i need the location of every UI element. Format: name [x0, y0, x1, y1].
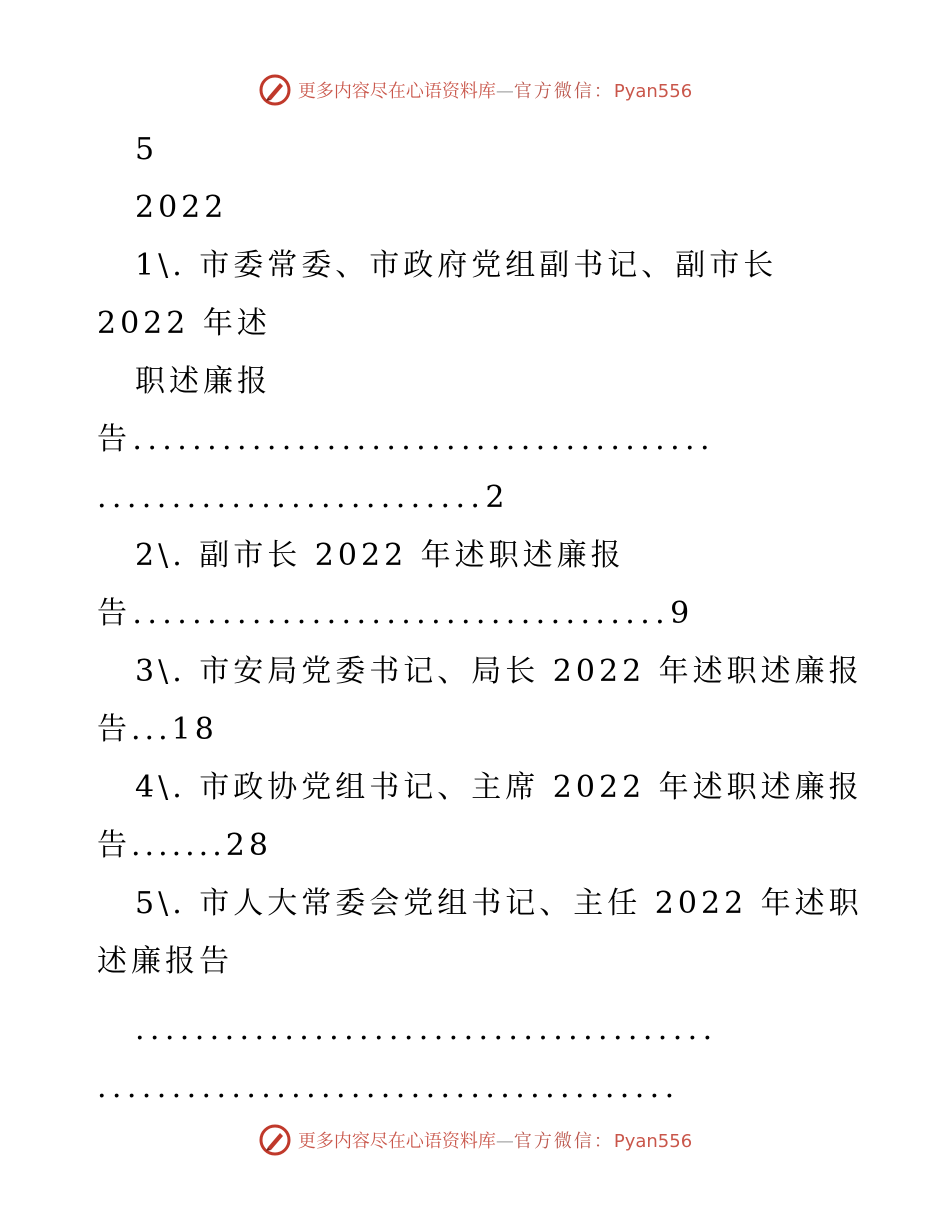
watermark-text: 更多内容尽在心语资料库—官方微信：Pyan556: [297, 1131, 693, 1152]
pen-logo-icon: [258, 1123, 292, 1157]
toc-entry-1-cont: 2022 年述: [97, 306, 271, 341]
toc-entry-2[interactable]: 2\. 副市长 2022 年述职述廉报: [135, 538, 625, 573]
pen-logo-icon: [258, 73, 292, 107]
toc-line-year: 2022: [135, 190, 228, 225]
toc-entry-3[interactable]: 3\. 市安局党委书记、局长 2022 年述职述廉报: [135, 654, 863, 689]
toc-entry-1-leader: 告.......................................: [97, 422, 715, 457]
footer-watermark: [0, 1120, 950, 1160]
watermark-text: 更多内容尽在心语资料库—官方微信：Pyan556: [297, 81, 693, 102]
toc-entry-5-leader: .......................................: [135, 1012, 718, 1047]
toc-entry-4-leader: 告.......28: [97, 828, 272, 863]
toc-entry-1-cont2: 职述廉报: [135, 364, 271, 399]
toc-entry-1[interactable]: 1\. 市委常委、市政府党组副书记、副市长: [135, 248, 778, 283]
toc-entry-4[interactable]: 4\. 市政协党组书记、主席 2022 年述职述廉报: [135, 770, 863, 805]
header-watermark: [0, 70, 950, 110]
toc-entry-1-page: ..........................2: [97, 480, 510, 515]
toc-line-page-number: 5: [135, 132, 159, 167]
toc-entry-5-cont: 述廉报告: [97, 944, 233, 979]
toc-entry-5[interactable]: 5\. 市人大常委会党组书记、主任 2022 年述职: [135, 886, 863, 921]
toc-entry-3-leader: 告...18: [97, 712, 218, 747]
toc-entry-2-leader: 告....................................9: [97, 596, 695, 631]
toc-entry-5-leader-2: .......................................: [97, 1070, 680, 1105]
